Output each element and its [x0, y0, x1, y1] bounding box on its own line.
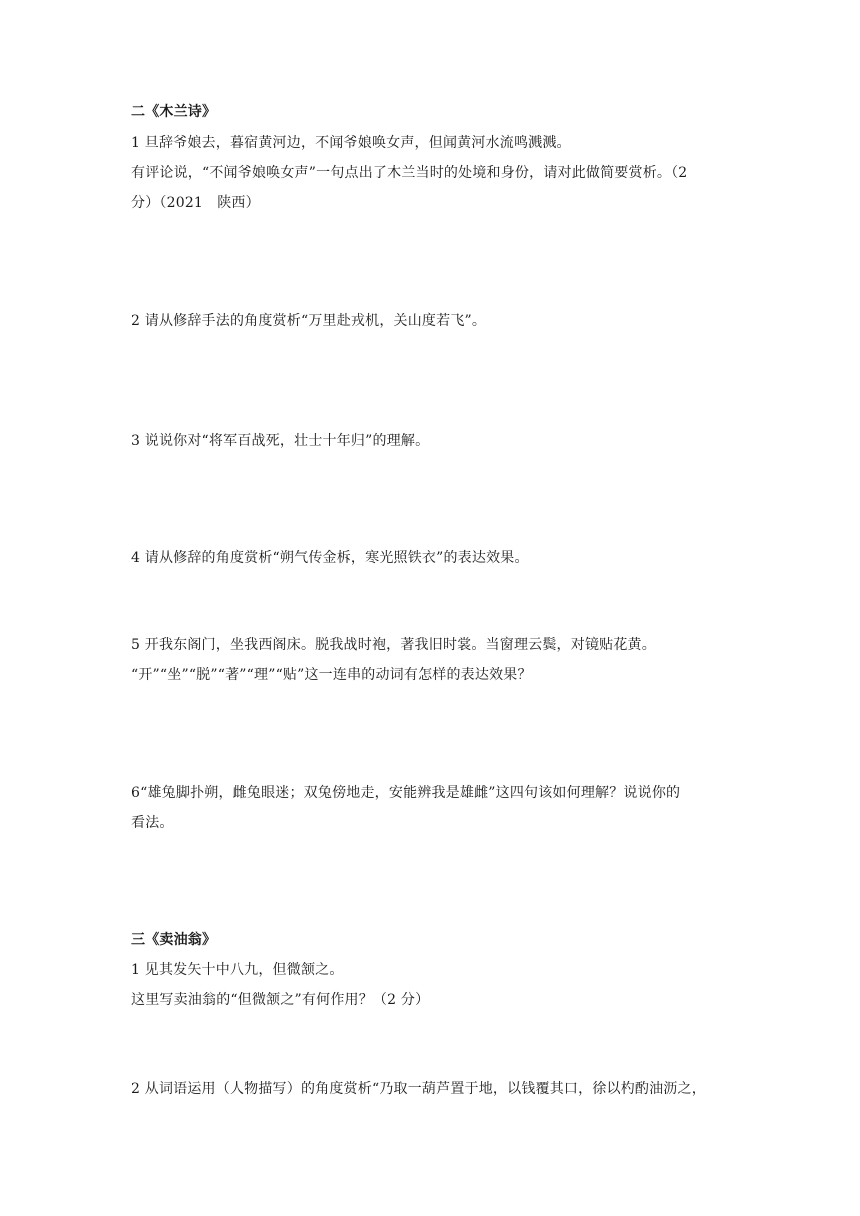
- section-heading-mulan: 二《木兰诗》: [131, 104, 217, 120]
- question-7-quote: 1 见其发矢十中八九，但微颔之。: [131, 962, 344, 978]
- question-5-prompt: “开”“坐”“脱”“著”“理”“贴”这一连串的动词有怎样的表达效果？: [131, 667, 532, 683]
- question-7-prompt: 这里写卖油翁的“但微颔之”有何作用？（2 分）: [131, 992, 430, 1008]
- question-6-line1: 6“雄兔脚扑朔，雌兔眼迷；双兔傍地走，安能辨我是雄雌”这四句该如何理解？说说你的: [131, 785, 681, 801]
- question-2: 2 请从修辞手法的角度赏析“万里赴戎机，关山度若飞”。: [131, 313, 487, 329]
- question-1-prompt-line2: 分）（2021 陕西）: [131, 195, 260, 211]
- question-1-prompt-line1: 有评论说，“不闻爷娘唤女声”一句点出了木兰当时的处境和身份，请对此做简要赏析。（2: [131, 165, 688, 181]
- question-4: 4 请从修辞的角度赏析“朔气传金柝，寒光照铁衣”的表达效果。: [131, 550, 529, 566]
- question-6-line2: 看法。: [131, 815, 174, 831]
- question-3: 3 说说你对“将军百战死，壮士十年归”的理解。: [131, 433, 430, 449]
- question-1-quote: 1 旦辞爷娘去，暮宿黄河边，不闻爷娘唤女声，但闻黄河水流鸣溅溅。: [131, 135, 571, 151]
- section-heading-maiyouweng: 三《卖油翁》: [131, 932, 217, 948]
- question-5-quote: 5 开我东阁门，坐我西阁床。脱我战时袍，著我旧时裳。当窗理云鬓，对镜贴花黄。: [131, 637, 656, 653]
- question-8-line1: 2 从词语运用（人物描写）的角度赏析“乃取一葫芦置于地，以钱覆其口，徐以杓酌油沥之，: [131, 1081, 706, 1097]
